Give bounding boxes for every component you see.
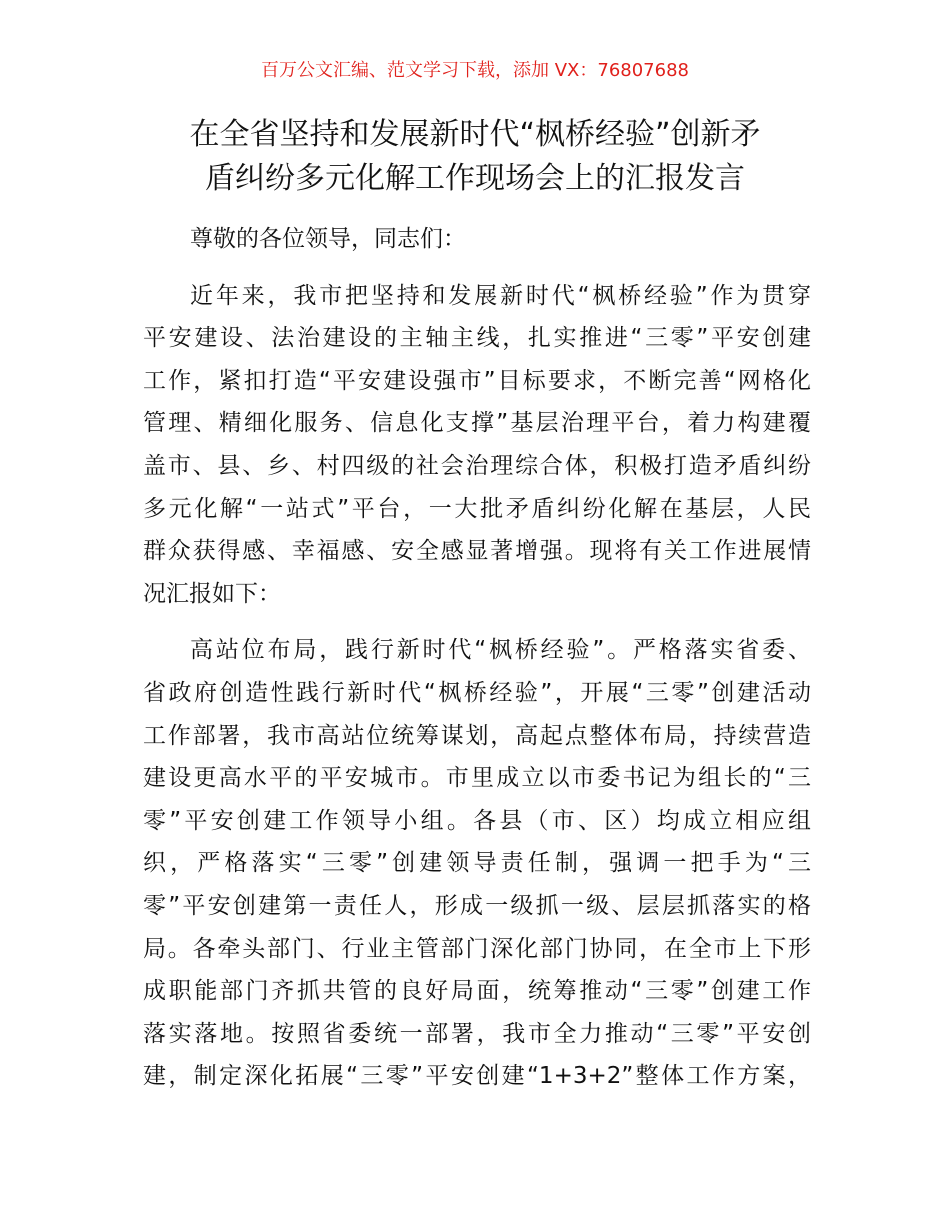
text-line: 平安建设、法治建设的主轴主线，扎实推进“三零”平安创建 (143, 325, 811, 352)
document-body (143, 218, 811, 1098)
text-line: 建，制定深化拓展“三零”平安创建“1+3+2”整体工作方案， (143, 1063, 811, 1090)
text-line: 局。各牵头部门、行业主管部门深化部门协同，在全市上下形 (143, 935, 811, 962)
text-line: 省政府创造性践行新时代“枫桥经验”，开展“三零”创建活动 (143, 679, 811, 706)
text-line: 工作部署，我市高站位统筹谋划，高起点整体布局，持续营造 (143, 722, 811, 749)
text-line: 落实落地。按照省委统一部署，我市全力推动“三零”平安创 (143, 1020, 811, 1047)
paragraph-intro (143, 275, 811, 616)
paragraph-high-position-layout (143, 629, 811, 1098)
text-line: 成职能部门齐抓共管的良好局面，统筹推动“三零”创建工作 (143, 978, 811, 1005)
text-line: 织，严格落实“三零”创建领导责任制，强调一把手为“三 (143, 850, 811, 877)
text-line: 零”平安创建第一责任人，形成一级抓一级、层层抓落实的格 (143, 892, 811, 919)
text-line: 多元化解“一站式”平台，一大批矛盾纠纷化解在基层，人民 (143, 495, 811, 522)
document-title (0, 113, 950, 201)
text-line: 管理、精细化服务、信息化支撑”基层治理平台，着力构建覆 (143, 410, 811, 437)
text-line: 近年来，我市把坚持和发展新时代“枫桥经验”作为贯穿 (190, 282, 811, 309)
text-line: 况汇报如下： (143, 580, 281, 607)
text-line: 高站位布局，践行新时代“枫桥经验”。严格落实省委、 (190, 637, 811, 664)
title-line: 在全省坚持和发展新时代“枫桥经验”创新矛 (189, 117, 761, 152)
title-line: 盾纠纷多元化解工作现场会上的汇报发言 (205, 161, 745, 196)
text-line: 建设更高水平的平安城市。市里成立以市委书记为组长的“三 (143, 765, 811, 792)
text-line: 零”平安创建工作领导小组。各县（市、区）均成立相应组 (143, 807, 811, 834)
text-line: 盖市、县、乡、村四级的社会治理综合体，积极打造矛盾纠纷 (143, 452, 811, 479)
text-line: 工作，紧扣打造“平安建设强市”目标要求，不断完善“网格化 (143, 367, 811, 394)
salutation: 尊敬的各位领导，同志们： (190, 226, 466, 252)
watermark-header: 百万公文汇编、范文学习下载，添加 VX：76807688 (261, 60, 689, 81)
text-line: 群众获得感、幸福感、安全感显著增强。现将有关工作进展情 (143, 538, 811, 565)
